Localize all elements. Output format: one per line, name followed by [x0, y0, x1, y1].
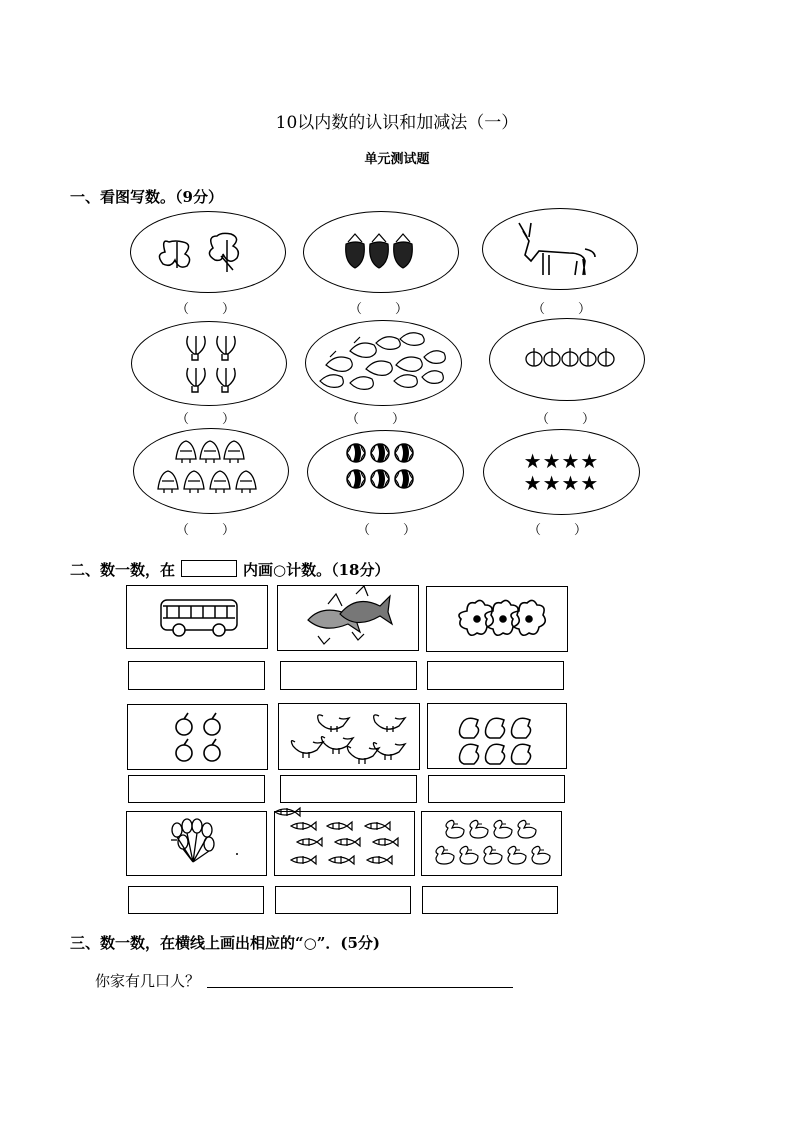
answer-parentheses-6[interactable]: （ ）: [536, 412, 596, 427]
donkey-icon: [483, 209, 639, 291]
bird-flock-icon: [306, 321, 463, 407]
answer-parentheses-9[interactable]: （ ）: [528, 523, 588, 538]
answer-parentheses-5[interactable]: （ ）: [346, 412, 406, 427]
answer-box-chickens[interactable]: [280, 775, 417, 803]
answer-parentheses-2[interactable]: （ ）: [349, 302, 409, 317]
apple-icon: [128, 705, 269, 771]
balloon-icon: [127, 812, 268, 877]
strawberry-icon: [304, 212, 460, 294]
section3-heading: 三、数一数，在横线上画出相应的“○”．(5分): [70, 934, 380, 952]
answer-box-ducks[interactable]: [422, 886, 558, 914]
star-row-1: ★★★★: [523, 449, 600, 473]
fish-icon: [278, 586, 420, 652]
page-subtitle: 单元测试题: [364, 152, 430, 167]
picture-box-fish: [277, 585, 419, 651]
picture-oval-corn: [131, 321, 287, 406]
chicken-icon: [279, 704, 421, 771]
duck-icon: [422, 812, 563, 877]
picture-oval-butterflies: [130, 211, 286, 293]
answer-box-flowers[interactable]: [427, 661, 564, 690]
picture-oval-bells: [133, 428, 289, 514]
answer-box-leaves[interactable]: [428, 775, 565, 803]
picture-box-ducks: [421, 811, 562, 876]
answer-box-bus[interactable]: [128, 661, 265, 690]
picture-box-apples: [127, 704, 268, 770]
picture-box-leaves: [427, 703, 567, 769]
picture-oval-strawberries: [303, 211, 459, 293]
section1-heading: 一、看图写数。（9分）: [70, 188, 223, 206]
picture-box-balloons: [126, 811, 267, 876]
answer-box-fish[interactable]: [280, 661, 417, 690]
family-question: 你家有几口人？: [95, 972, 201, 990]
picture-oval-balls: [307, 430, 464, 514]
picture-oval-pumpkins: [489, 318, 645, 401]
small-fish-icon: [275, 812, 416, 877]
bus-icon: [127, 586, 269, 650]
picture-box-flowers: [426, 586, 568, 652]
star-icon: [484, 450, 639, 494]
answer-line[interactable]: [207, 972, 513, 988]
section2-heading-suffix: 内画○计数。（18分）: [243, 561, 390, 579]
corn-icon: [132, 322, 288, 407]
picture-oval-stars: [483, 429, 640, 515]
ball-icon: [308, 431, 465, 515]
answer-box-apples[interactable]: [128, 775, 265, 803]
answer-parentheses-8[interactable]: （ ）: [357, 523, 417, 538]
section2-heading: [70, 559, 389, 580]
picture-box-small-fish: [274, 811, 415, 876]
answer-parentheses-7[interactable]: （ ）: [176, 523, 236, 538]
section2-heading-prefix: 二、数一数，在: [70, 561, 176, 579]
star-row-2: ★★★★: [523, 471, 600, 495]
answer-box-balloons[interactable]: [128, 886, 264, 914]
picture-box-chickens: [278, 703, 420, 770]
page-title: 10以内数的认识和加减法（一）: [275, 113, 519, 133]
flower-bell-icon: [134, 429, 290, 515]
leaf-icon: [428, 704, 568, 770]
answer-parentheses-1[interactable]: （ ）: [176, 302, 236, 317]
butterfly-icon: [131, 212, 287, 294]
answer-box-small-fish[interactable]: [275, 886, 411, 914]
flower-icon: [427, 587, 569, 653]
pumpkin-icon: [490, 319, 646, 402]
answer-parentheses-3[interactable]: （ ）: [532, 302, 592, 317]
answer-parentheses-4[interactable]: （ ）: [176, 412, 236, 427]
picture-box-bus: [126, 585, 268, 649]
picture-oval-birds: [305, 320, 462, 406]
sample-box: [181, 560, 237, 577]
picture-oval-donkey: [482, 208, 638, 290]
